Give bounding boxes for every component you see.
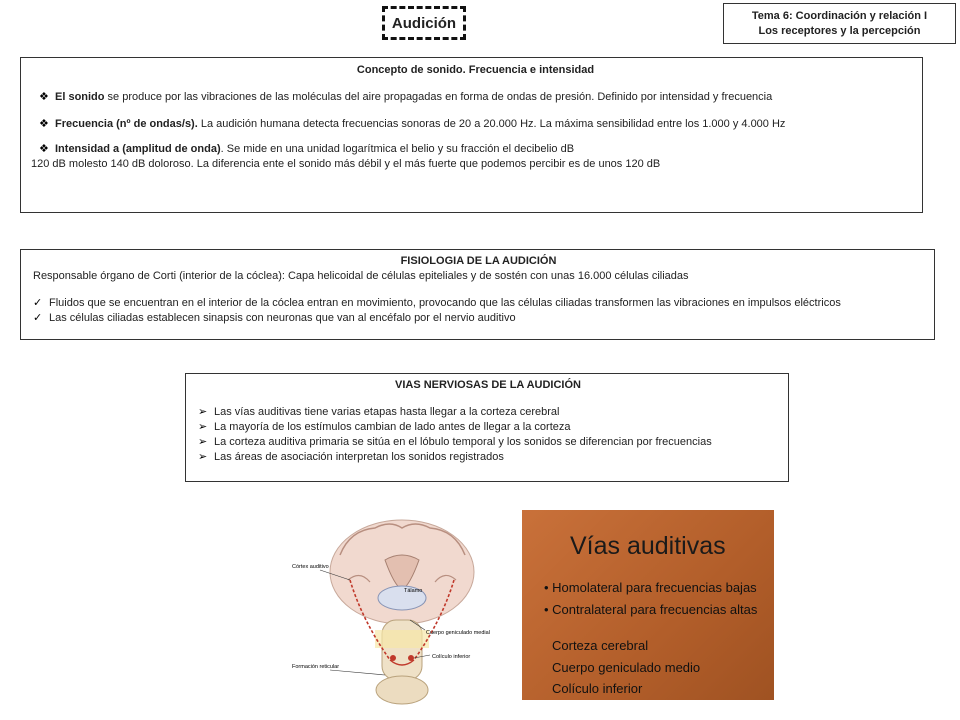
vias-box	[185, 373, 789, 482]
vias-auditivas-slide	[522, 510, 774, 700]
checkmark-icon: ✓	[33, 297, 43, 309]
slide-bullet: • Homolateral para frecuencias bajas	[544, 580, 757, 595]
list-item: ➢ Las vías auditivas tiene varias etapas hasta llegar a la corteza cerebral	[198, 406, 560, 418]
fisiologia-intro: Responsable órgano de Corti (interior de la cóclea): Capa helicoidal de células epiteliales y de sostén con unas 16.000 células ciliadas	[33, 270, 689, 282]
page-title: Audición	[382, 6, 466, 40]
topic-box	[723, 3, 956, 44]
list-item: ➢ Las áreas de asociación interpretan los sonidos registrados	[198, 451, 504, 463]
list-item: ➢ La corteza auditiva primaria se sitúa en el lóbulo temporal y los sonidos se diferencian por frecuencias	[198, 436, 712, 448]
vias-title: VIAS NERVIOSAS DE LA AUDICIÓN	[394, 379, 581, 391]
list-item: ✓ Fluidos que se encuentran en el interior de la cóclea entran en movimiento, provocando que las células ciliadas transformen las vibraciones en impulsos eléctricos	[33, 297, 841, 309]
diagram-label-talamo: Tálamo	[404, 588, 423, 594]
arrow-bullet-icon: ➢	[198, 406, 208, 418]
fisiologia-box	[20, 249, 935, 340]
list-item: ✓ Las células ciliadas establecen sinapsis con neuronas que van al encéfalo por el nervio auditivo	[33, 312, 516, 324]
arrow-bullet-icon: ➢	[198, 421, 208, 433]
list-item: ❖ El sonido se produce por las vibraciones de las moléculas del aire propagadas en forma de ondas de presión. Definido por intensidad y frecuencia	[39, 91, 773, 103]
slide-title: Vías auditivas	[570, 532, 726, 560]
slide-bullet: • Contralateral para frecuencias altas	[544, 602, 758, 617]
diagram-label-reticular: Formación reticular	[292, 664, 340, 670]
arrow-bullet-icon: ➢	[198, 436, 208, 448]
diamond-bullet-icon: ❖	[39, 143, 49, 155]
arrow-bullet-icon: ➢	[198, 451, 208, 463]
list-item: ➢ La mayoría de los estímulos cambian de lado antes de llegar a la corteza	[198, 421, 571, 433]
slide-line: Corteza cerebral	[552, 638, 649, 653]
concepto-box	[20, 57, 923, 213]
list-item: ❖ Frecuencia (nº de ondas/s). La audición humana detecta frecuencias sonoras de 20 a 20.000 Hz. La máxima sensibilidad entre los 1.000 y 4.000 Hz	[39, 118, 786, 130]
diagram-label-cortex: Córtex auditivo	[292, 564, 329, 570]
fisiologia-list	[33, 296, 924, 326]
concepto-title: Concepto de sonido. Frecuencia e intensidad	[356, 64, 595, 76]
fisiologia-title: FISIOLOGIA DE LA AUDICIÓN	[400, 255, 557, 267]
vias-list	[198, 405, 778, 465]
auditory-pathway-diagram	[290, 510, 500, 715]
topic-line-1: Tema 6: Coordinación y relación I	[751, 10, 928, 22]
checkmark-icon: ✓	[33, 312, 43, 324]
list-item: ❖ Intensidad a (amplitud de onda). Se mide en una unidad logarítmica el belio y su fracción el decibelio dB	[39, 143, 575, 155]
slide-line: Cuerpo geniculado medio	[552, 660, 701, 675]
concepto-list	[39, 90, 912, 157]
diamond-bullet-icon: ❖	[39, 91, 49, 103]
topic-line-2: Los receptores y la percepción	[758, 25, 921, 37]
diamond-bullet-icon: ❖	[39, 118, 49, 130]
diagram-label-geniculado: Cuerpo geniculado medial	[426, 630, 490, 636]
diagram-label-coliculo: Colículo inferior	[432, 654, 471, 660]
slide-line: Colículo inferior	[552, 681, 643, 696]
concepto-footer: 120 dB molesto 140 dB doloroso. La diferencia ente el sonido más débil y el más fuerte que podemos percibir es de unos 120 dB	[31, 158, 661, 170]
